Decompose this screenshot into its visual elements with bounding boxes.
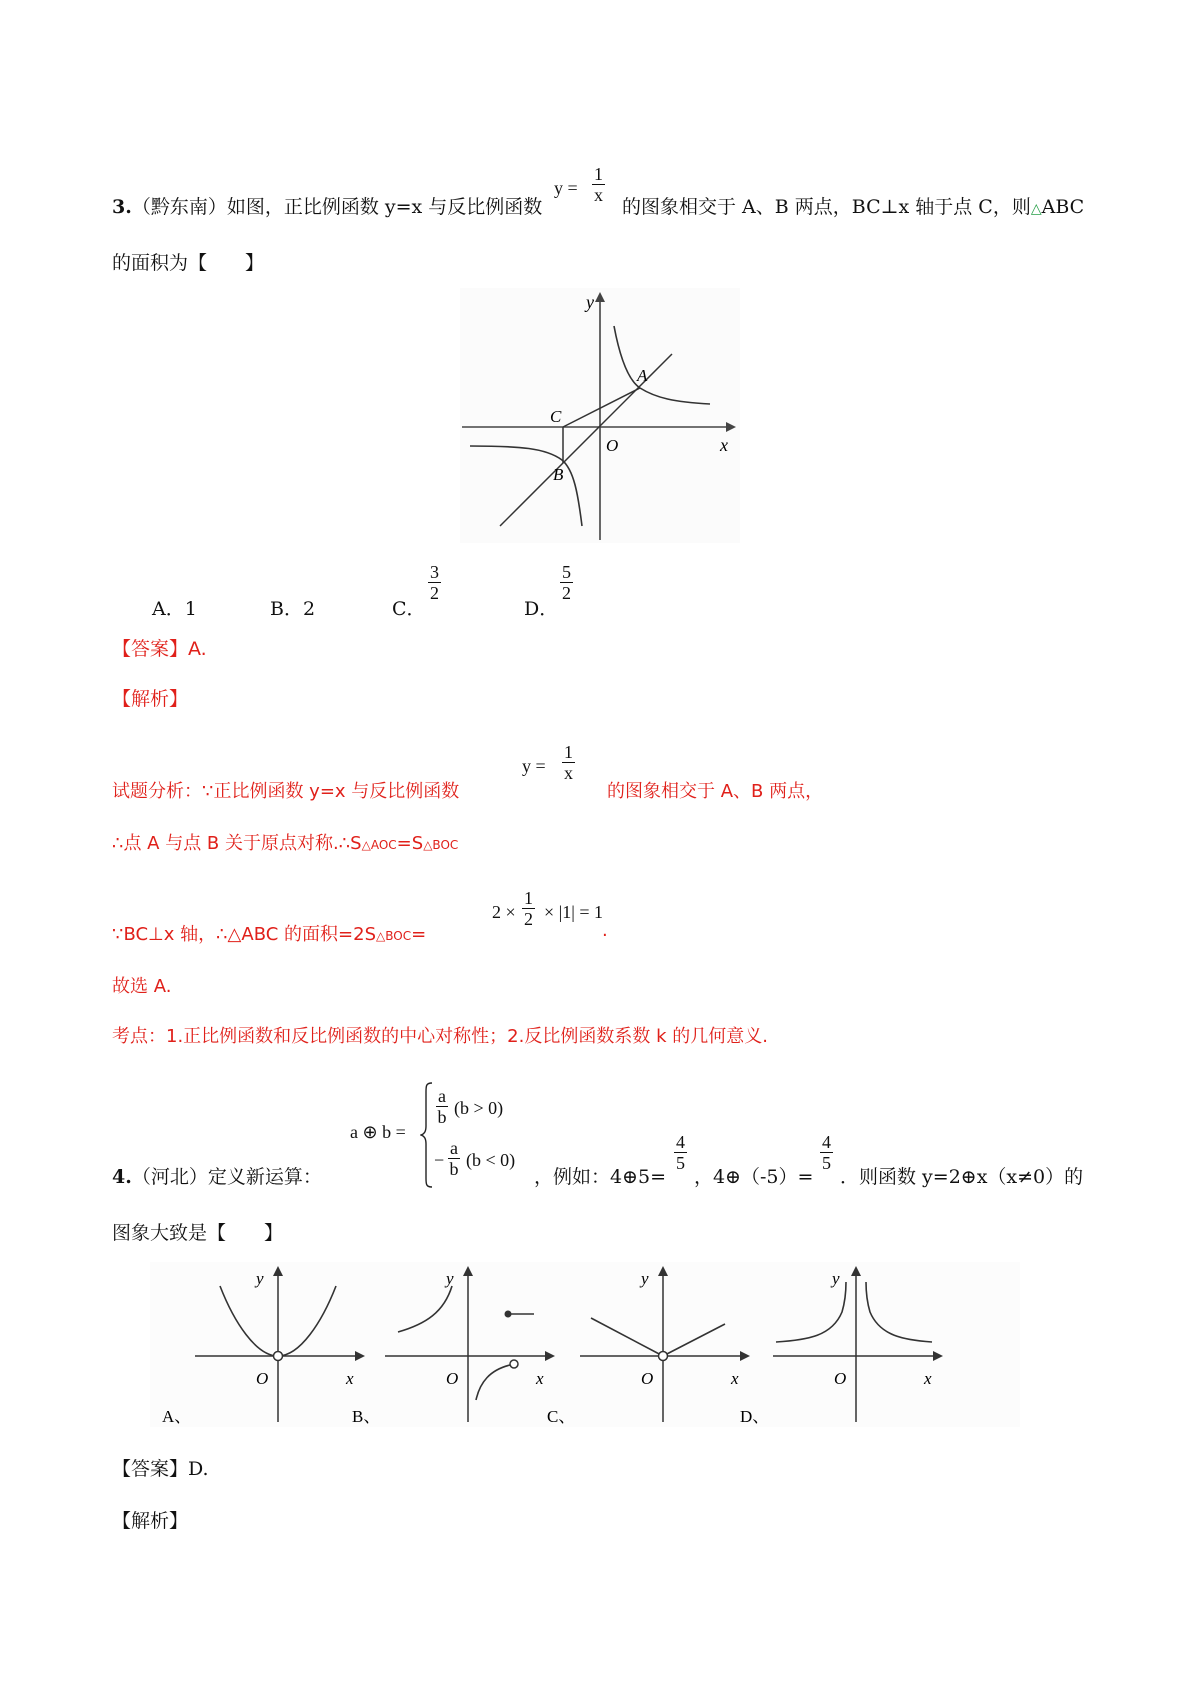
q4-graph-a-o: O xyxy=(256,1369,269,1388)
q4-case2-den: b xyxy=(449,1159,459,1179)
q3-line1 xyxy=(112,194,542,220)
q3-source: （黔东南） xyxy=(131,196,227,218)
q4-def-lhs: a ⊕ b = xyxy=(350,1122,406,1142)
q4-definition xyxy=(350,1080,550,1190)
q3-option-d-frac xyxy=(560,562,573,603)
q4-graph-a-open-point xyxy=(274,1352,283,1361)
q3-option-b xyxy=(270,594,315,621)
q3-option-a-label: A． xyxy=(152,598,185,620)
q4-graph-c-y: y xyxy=(641,1269,649,1288)
q3-label-x: x xyxy=(720,435,728,455)
q4-ex2-num: 4 xyxy=(822,1132,831,1152)
q3-triangle: △ xyxy=(1030,201,1042,217)
q3-analysis-3-formula-b: × |1| = 1 xyxy=(544,902,604,922)
q3-text-b: 的图象相交于 A、B 两点，BC⊥x 轴于点 C，则 xyxy=(622,196,1031,218)
q4-graph-a-label: A、 xyxy=(162,1407,192,1426)
q4-number: 4. xyxy=(112,1166,132,1188)
q4-ex1-num: 4 xyxy=(676,1132,685,1152)
q3-option-a-value: 1 xyxy=(184,598,197,620)
q4-graph-d-o: O xyxy=(834,1369,847,1388)
q4-source: （河北） xyxy=(131,1166,208,1188)
q3-label-b: B xyxy=(553,465,564,484)
q3-formula-num: 1 xyxy=(594,164,603,184)
q3-option-c-frac xyxy=(428,562,441,603)
q3-text-a: 如图，正比例函数 y=x 与反比例函数 xyxy=(226,196,543,218)
q3-analysis-3-formula-frac xyxy=(522,888,535,929)
q4-case1-num: a xyxy=(438,1086,446,1106)
q3-conclusion: 故选 A. xyxy=(112,976,172,997)
q3-text-c: ABC xyxy=(1041,196,1085,218)
q3-analysis-3-dot: . xyxy=(602,920,608,941)
q3-analysis-3-eq: = xyxy=(411,924,427,945)
q4-case2-sign: − xyxy=(434,1150,445,1170)
q3-formula-lhs: y = xyxy=(554,178,578,198)
q4-case1-frac xyxy=(436,1086,448,1127)
q3-formula-den: x xyxy=(594,185,603,205)
q4-text-d: ．则函数 y=2⊕x（x≠0）的 xyxy=(840,1166,1084,1188)
q4-brace xyxy=(420,1080,434,1190)
q3-label-a: A xyxy=(637,366,648,385)
q4-case2-num: a xyxy=(450,1138,458,1158)
q4-graph-a-x: x xyxy=(346,1369,354,1388)
q3-formula-frac xyxy=(592,164,605,205)
q3-analysis-2-sub1: △AOC xyxy=(361,838,397,852)
q3-analysis-formula-lhs: y = xyxy=(522,756,546,776)
q4-graph-c-o: O xyxy=(641,1369,654,1388)
q4-graph-c-open-point xyxy=(659,1352,668,1361)
q3-option-b-value: 2 xyxy=(302,598,316,620)
q4-graph-b-y: y xyxy=(446,1269,454,1288)
q3-analysis-formula-frac xyxy=(562,742,575,783)
q4-line2: 图象大致是【 】 xyxy=(112,1222,284,1244)
q4-graphs xyxy=(150,1262,1020,1427)
q3-analysis-3-text: ∵BC⊥x 轴，∴△ABC 的面积=2S xyxy=(112,924,376,945)
q3-analysis-3-formula-num: 1 xyxy=(524,888,533,908)
q3-figure xyxy=(460,288,740,543)
q4-ex2-frac xyxy=(820,1132,833,1173)
q4-graph-d-x: x xyxy=(924,1369,932,1388)
q4-graph-d-y: y xyxy=(832,1269,840,1288)
q3-analysis-2-eq: =S xyxy=(396,833,424,854)
q4-text-a: 定义新运算： xyxy=(207,1166,322,1188)
q4-graph-b-open-point xyxy=(510,1360,518,1368)
q3-analysis-1a: 试题分析：∵正比例函数 y=x 与反比例函数 xyxy=(112,781,460,802)
q4-answer: 【答案】D. xyxy=(112,1458,209,1480)
q3-option-a xyxy=(152,594,197,621)
q3-line2: 的面积为【 】 xyxy=(112,252,265,274)
q3-label-y: y xyxy=(586,292,594,312)
q3-analysis-3-formula-den: 2 xyxy=(524,909,533,929)
q4-graph-c-x: x xyxy=(731,1369,739,1388)
q3-analysis-title: 【解析】 xyxy=(112,688,189,710)
q3-analysis-3-formula-a: 2 × xyxy=(492,902,516,922)
q3-line1-b xyxy=(622,194,1084,222)
q4-text-b: ，例如：4⊕5= xyxy=(534,1166,667,1188)
q3-analysis-2-sub2: △BOC xyxy=(423,838,459,852)
q4-graph-b-closed-point xyxy=(505,1311,512,1318)
q4-case1-den: b xyxy=(437,1107,447,1127)
q4-graph-c-label: C、 xyxy=(547,1407,576,1426)
q3-analysis-formula-den: x xyxy=(564,763,573,783)
q4-ex1-frac xyxy=(674,1132,687,1173)
q3-option-c-num: 3 xyxy=(430,562,439,582)
q3-option-d-label: D． xyxy=(524,598,559,620)
q4-graph-b-o: O xyxy=(446,1369,459,1388)
q4-ex1-den: 5 xyxy=(676,1153,685,1173)
q4-ex2-den: 5 xyxy=(822,1153,831,1173)
q4-case1-cond: (b > 0) xyxy=(454,1098,504,1118)
q3-option-d-num: 5 xyxy=(562,562,571,582)
q3-analysis-3 xyxy=(112,920,426,946)
q3-option-b-label: B． xyxy=(270,598,303,620)
q3-analysis-2 xyxy=(112,829,458,855)
q4-graph-b-x: x xyxy=(536,1369,544,1388)
q4-graph-d-label: D、 xyxy=(740,1407,770,1426)
q3-number: 3. xyxy=(112,196,132,218)
q4-case2-frac xyxy=(448,1138,460,1179)
q4-graph-a-y: y xyxy=(256,1269,264,1288)
q3-label-c: C xyxy=(550,407,562,426)
q3-answer: 【答案】A. xyxy=(112,638,207,660)
q4-graph-b-label: B、 xyxy=(352,1407,381,1426)
q3-kaodian: 考点：1.正比例函数和反比例函数的中心对称性；2.反比例函数系数 k 的几何意义. xyxy=(112,1026,768,1047)
q4-case2-cond: (b < 0) xyxy=(466,1150,516,1170)
q4-line1-a xyxy=(112,1164,322,1190)
q4-text-c: ，4⊕（-5）= xyxy=(694,1166,814,1188)
q3-analysis-3-sub: △BOC xyxy=(376,929,412,943)
q3-analysis-1b: 的图象相交于 A、B 两点， xyxy=(607,781,824,802)
q3-option-c-den: 2 xyxy=(430,583,439,603)
q4-analysis-title: 【解析】 xyxy=(112,1510,189,1532)
q3-label-o: O xyxy=(606,436,619,455)
q3-analysis-2-text: ∴点 A 与点 B 关于原点对称.∴S xyxy=(112,833,362,854)
q3-option-d-den: 2 xyxy=(562,583,571,603)
q3-analysis-formula-num: 1 xyxy=(564,742,573,762)
q3-option-c-label: C． xyxy=(392,598,426,620)
